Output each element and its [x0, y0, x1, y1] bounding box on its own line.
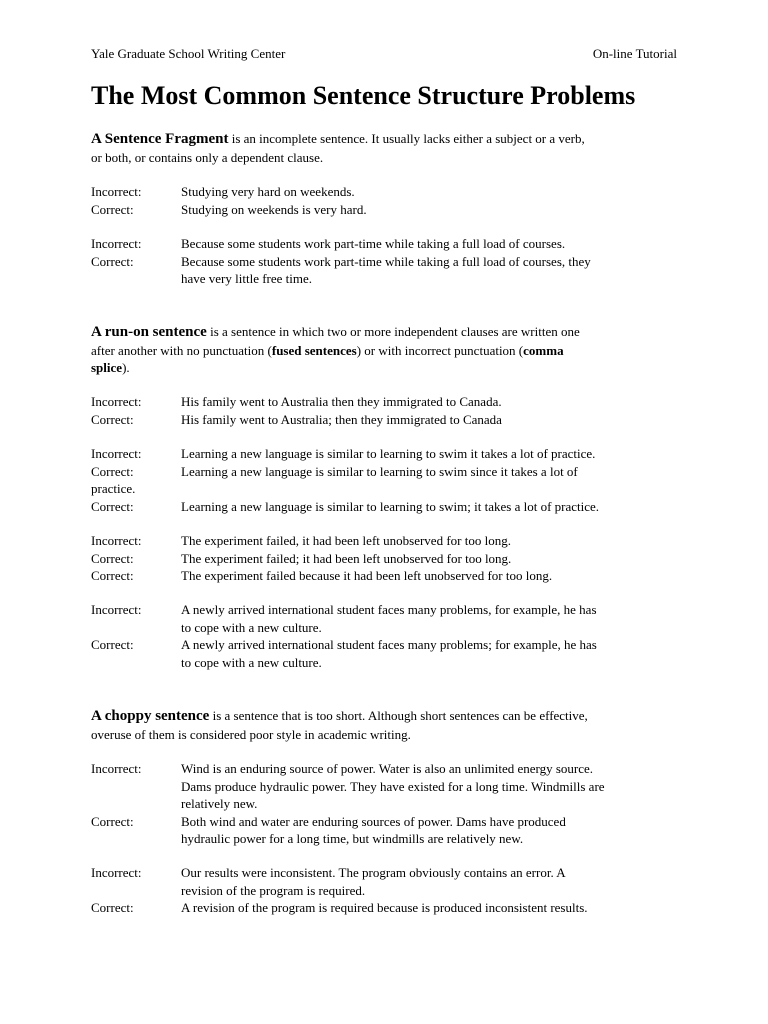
example-line: Incorrect: His family went to Australia then they immigrated to Canada. — [91, 394, 502, 409]
example-line: Incorrect: Learning a new language is similar to learning to swim it takes a lot of practice. — [91, 446, 596, 461]
fragment-examples — [91, 183, 677, 218]
example-line: hydraulic power for a long time, but windmills are relatively new. — [181, 831, 524, 846]
header-institution: Yale Graduate School Writing Center — [91, 46, 286, 61]
example-line: Correct: A newly arrived international student faces many problems; for example, he has — [91, 637, 597, 652]
example-line: have very little free time. — [181, 271, 313, 286]
choppy-term: A choppy sentence — [91, 708, 210, 724]
example-line: Incorrect: Wind is an enduring source of power. Water is also an unlimited energy source. — [91, 761, 594, 776]
example-line: Incorrect: Studying very hard on weekends. — [91, 184, 355, 199]
example-line: Correct: His family went to Australia; then they immigrated to Canada — [91, 411, 502, 427]
example-line: Correct: A revision of the program is required because is produced inconsistent results. — [91, 900, 588, 915]
example-line: Correct: Because some students work part-time while taking a full load of courses, they — [91, 253, 591, 269]
fused-sentences-term: fused sentences — [271, 342, 357, 358]
runon-examples-2 — [91, 445, 677, 515]
example-line: Correct: Learning a new language is similar to learning to swim; it takes a lot of practice. — [91, 498, 600, 514]
choppy-examples-1 — [91, 760, 677, 848]
choppy-definition: A choppy sentence is a sentence that is too short. Although short sentences can be effective, overuse of them is considered poor style in academic writing. — [91, 708, 588, 742]
example-line: practice. — [91, 481, 136, 496]
example-line: revision of the program is required. — [181, 882, 366, 898]
header-tutorial-label: On-line Tutorial — [592, 46, 677, 61]
fragment-definition: A Sentence Fragment is an incomplete sentence. It usually lacks either a subject or a verb, or both, or contains only a dependent clause. — [91, 131, 585, 165]
example-line: to cope with a new culture. — [181, 654, 322, 670]
runon-examples-3 — [91, 532, 677, 585]
example-line: Correct: Learning a new language is similar to learning to swim since it takes a lot of — [91, 463, 578, 479]
example-line: Correct: The experiment failed because it had been left unobserved for too long. — [91, 568, 553, 583]
fragment-examples-2 — [91, 235, 677, 288]
example-line: Incorrect: Because some students work part-time while taking a full load of courses. — [91, 236, 566, 251]
example-line: Correct: Studying on weekends is very hard. — [91, 201, 367, 217]
splice-term: splice — [91, 360, 123, 375]
runon-examples-1 — [91, 393, 677, 428]
page-header — [91, 45, 677, 63]
example-line: Incorrect: A newly arrived international student faces many problems, for example, he has — [91, 602, 597, 617]
example-line: Correct: The experiment failed; it had been left unobserved for too long. — [91, 550, 512, 566]
runon-examples-4 — [91, 601, 677, 671]
runon-term: A run-on sentence — [91, 324, 207, 340]
choppy-examples-2 — [91, 864, 677, 917]
comma-term: comma — [523, 342, 564, 358]
example-line: Incorrect: The experiment failed, it had been left unobserved for too long. — [91, 533, 511, 548]
fragment-term: A Sentence Fragment — [91, 131, 229, 147]
example-line: Incorrect: Our results were inconsistent. The program obviously contains an error. A — [91, 865, 566, 880]
page-title: The Most Common Sentence Structure Problems — [91, 81, 636, 110]
example-line: Correct: Both wind and water are enduring sources of power. Dams have produced — [91, 813, 566, 829]
runon-definition: A run-on sentence is a sentence in which two or more independent clauses are written one after another with no punctuation (fused sentences) or with incorrect punctuation (comma splice). — [91, 324, 580, 375]
example-line: relatively new. — [181, 796, 258, 811]
example-line: to cope with a new culture. — [181, 619, 322, 635]
example-line: Dams produce hydraulic power. They have existed for a long time. Windmills are — [181, 778, 605, 794]
